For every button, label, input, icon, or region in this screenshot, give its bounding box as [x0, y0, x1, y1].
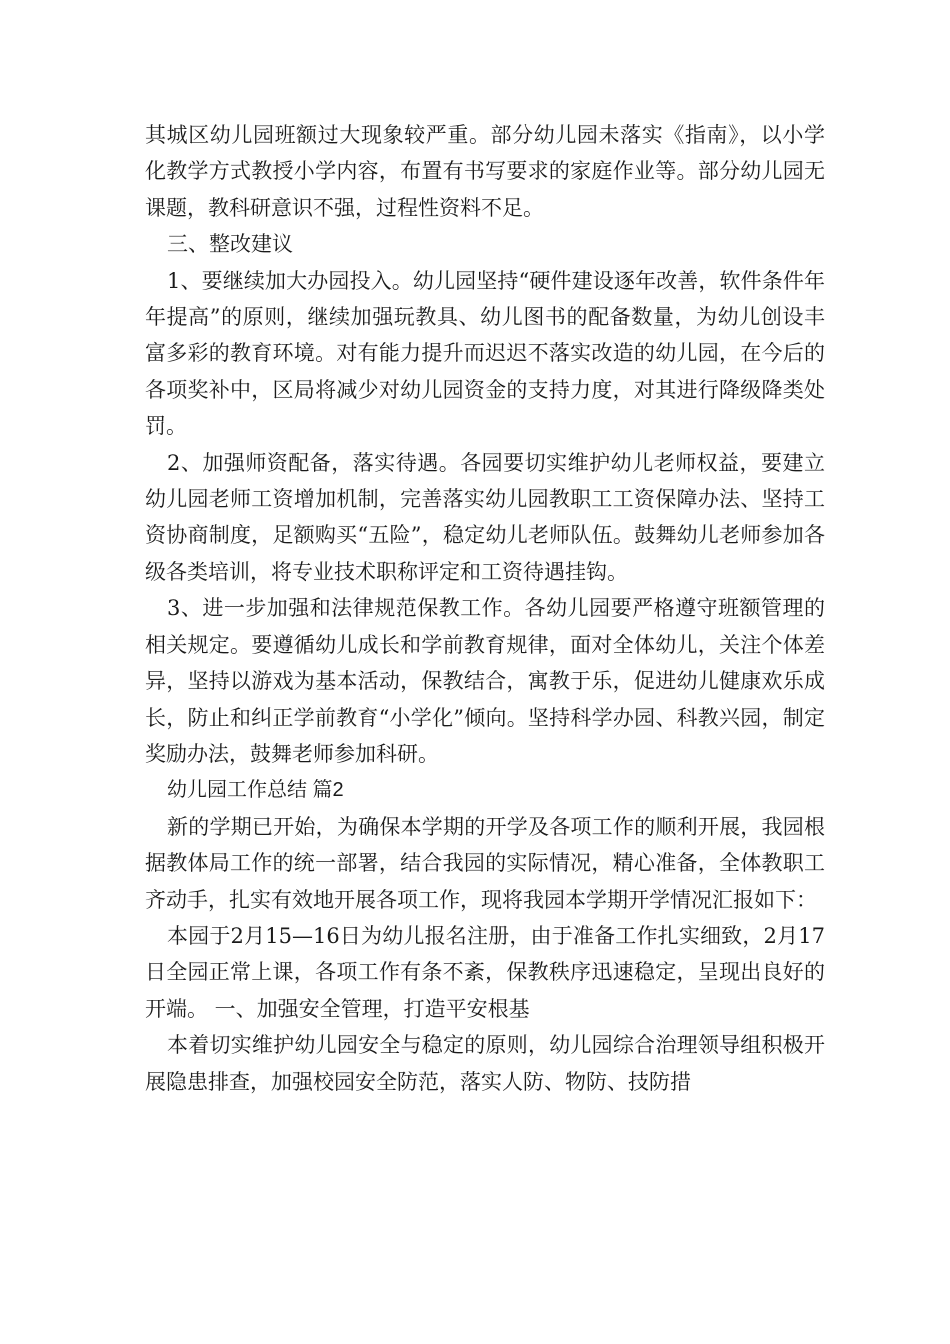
paragraph-safety: 本着切实维护幼儿园安全与稳定的原则，幼儿园综合治理领导组积极开展隐患排查，加强校园安全防范，落实人防、物防、技防措: [145, 1033, 825, 1094]
paragraph-semester-intro: 新的学期已开始，为确保本学期的开学及各项工作的顺利开展，我园根据教体局工作的统一部署，结合我园的实际情况，精心准备，全体教职工齐动手，扎实有效地开展各项工作，现将我园本学期开学情况汇报如下：: [145, 814, 825, 912]
paragraph-suggestion-1: 1、要继续加大办园投入。幼儿园坚持“硬件建设逐年改善，软件条件年年提高”的原则，继续加强玩教具、幼儿图书的配备数量，为幼儿创设丰富多彩的教育环境。对有能力提升而迟迟不落实改造的幼儿园，在今后的各项奖补中，区局将减少对幼儿园资金的支持力度，对其进行降级降类处罚。: [145, 268, 825, 439]
paragraph-suggestion-3: 3、进一步加强和法律规范保教工作。各幼儿园要严格遵守班额管理的相关规定。要遵循幼儿成长和学前教育规律，面对全体幼儿，关注个体差异，坚持以游戏为基本活动，保教结合，寓教于乐，促进幼儿健康欢乐成长，防止和纠正学前教育“小学化”倾向。坚持科学办园、科教兴园，制定奖励办法，鼓舞老师参加科研。: [145, 596, 825, 766]
paragraph-problems-continued: 其城区幼儿园班额过大现象较严重。部分幼儿园未落实《指南》，以小学化教学方式教授小学内容，布置有书写要求的家庭作业等。部分幼儿园无课题，教科研意识不强，过程性资料不足。: [145, 123, 825, 220]
paragraph-suggestion-2: 2、加强师资配备，落实待遇。各园要切实维护幼儿老师权益，要建立幼儿园老师工资增加机制，完善落实幼儿园教职工工资保障办法、坚持工资协商制度，足额购买“五险”，稳定幼儿老师队伍。鼓舞幼儿老师参加各级各类培训，将专业技术职称评定和工资待遇挂钩。: [145, 450, 825, 584]
paragraph-registration: 本园于2月15—16日为幼儿报名注册，由于准备工作扎实细致，2月17日全园正常上课，各项工作有条不紊，保教秩序迅速稳定，呈现出良好的开端。 一、加强安全管理，打造平安根基: [145, 923, 825, 1021]
document-body: [145, 117, 825, 1100]
article-title-part-2: 幼儿园工作总结 篇2: [167, 779, 344, 802]
section-heading-rectification: 三、整改建议: [167, 232, 293, 257]
